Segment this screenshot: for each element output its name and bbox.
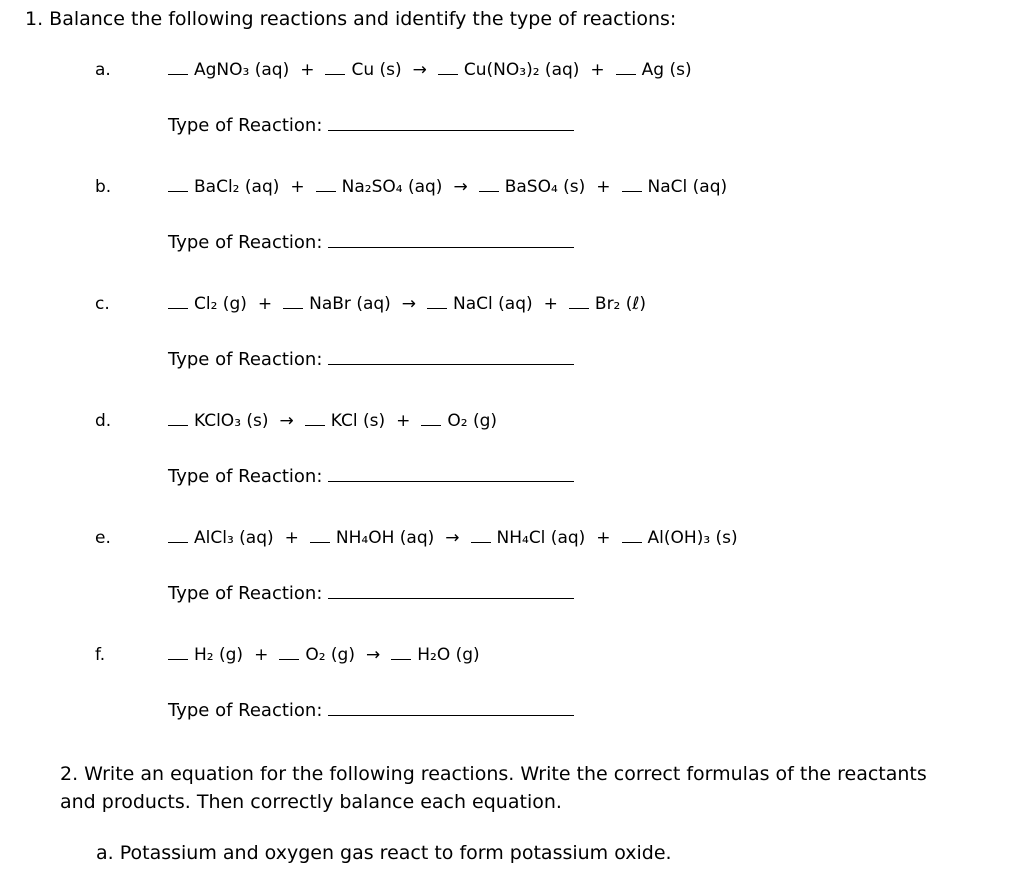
question-2-item-a: a. Potassium and oxygen gas react to form potassium oxide. — [96, 842, 672, 864]
type-of-reaction-label: Type of Reaction: — [168, 115, 323, 136]
equation — [168, 60, 699, 80]
coefficient-blank[interactable] — [438, 60, 458, 75]
coefficient-blank[interactable] — [471, 528, 491, 543]
equation — [168, 411, 504, 431]
plus-sign: + — [257, 294, 273, 314]
type-of-reaction-row — [168, 580, 574, 604]
chemical-term: AgNO₃ (aq) — [194, 60, 290, 80]
plus-sign: + — [590, 60, 605, 80]
reaction-arrow: → — [279, 411, 294, 431]
coefficient-blank[interactable] — [168, 60, 188, 75]
type-of-reaction-row — [168, 697, 574, 721]
coefficient-blank[interactable] — [310, 528, 330, 543]
reaction-letter: b. — [95, 177, 112, 197]
type-of-reaction-blank[interactable] — [328, 580, 574, 599]
coefficient-blank[interactable] — [616, 60, 636, 75]
chemical-term: Na₂SO₄ (aq) — [341, 177, 443, 197]
equation — [168, 294, 653, 314]
type-of-reaction-label: Type of Reaction: — [168, 466, 323, 487]
chemical-term: Ag (s) — [641, 60, 692, 80]
reaction-letter: c. — [95, 294, 110, 314]
type-of-reaction-row — [168, 229, 574, 253]
type-of-reaction-label: Type of Reaction: — [168, 349, 323, 370]
question-1-title: 1. Balance the following reactions and identify the type of reactions: — [25, 8, 677, 30]
type-of-reaction-row — [168, 463, 574, 487]
plus-sign: + — [543, 294, 558, 314]
type-of-reaction-label: Type of Reaction: — [168, 232, 323, 253]
equation — [168, 177, 734, 197]
equation — [168, 528, 745, 548]
type-of-reaction-label: Type of Reaction: — [168, 700, 323, 721]
reaction-arrow: → — [453, 177, 468, 197]
coefficient-blank[interactable] — [283, 294, 303, 309]
chemical-term: NaCl (aq) — [453, 294, 533, 314]
chemical-term: O₂ (g) — [447, 411, 498, 431]
plus-sign: + — [290, 177, 305, 197]
plus-sign: + — [596, 177, 611, 197]
reaction-6 — [0, 645, 1024, 721]
reaction-arrow: → — [365, 645, 381, 665]
chemical-term: NaCl (aq) — [647, 177, 728, 197]
coefficient-blank[interactable] — [168, 294, 188, 309]
type-of-reaction-row — [168, 346, 574, 370]
reaction-arrow: → — [401, 294, 417, 314]
chemical-term: BaSO₄ (s) — [504, 177, 586, 197]
reaction-letter: a. — [95, 60, 111, 80]
coefficient-blank[interactable] — [305, 411, 325, 426]
plus-sign: + — [300, 60, 315, 80]
reaction-2 — [0, 177, 1024, 253]
chemical-term: Cu (s) — [351, 60, 402, 80]
chemical-term: H₂ (g) — [194, 645, 244, 665]
reaction-arrow: → — [445, 528, 460, 548]
chemical-term: Cu(NO₃)₂ (aq) — [463, 60, 580, 80]
type-of-reaction-blank[interactable] — [328, 229, 574, 248]
reaction-arrow: → — [412, 60, 427, 80]
coefficient-blank[interactable] — [168, 645, 188, 660]
plus-sign: + — [396, 411, 411, 431]
type-of-reaction-blank[interactable] — [328, 112, 574, 131]
coefficient-blank[interactable] — [427, 294, 447, 309]
plus-sign: + — [596, 528, 611, 548]
equation — [168, 645, 487, 665]
chemical-term: Al(OH)₃ (s) — [647, 528, 738, 548]
chemical-term: H₂O (g) — [417, 645, 480, 665]
plus-sign: + — [284, 528, 299, 548]
chemical-term: NaBr (aq) — [309, 294, 391, 314]
coefficient-blank[interactable] — [168, 411, 188, 426]
reaction-letter: f. — [95, 645, 106, 665]
reaction-letter: e. — [95, 528, 111, 548]
chemical-term: KCl (s) — [330, 411, 386, 431]
plus-sign: + — [254, 645, 269, 665]
reaction-1 — [0, 60, 1024, 136]
coefficient-blank[interactable] — [479, 177, 499, 192]
coefficient-blank[interactable] — [391, 645, 411, 660]
reaction-4 — [0, 411, 1024, 487]
coefficient-blank[interactable] — [569, 294, 589, 309]
chemical-term: Cl₂ (g) — [194, 294, 247, 314]
coefficient-blank[interactable] — [325, 60, 345, 75]
coefficient-blank[interactable] — [168, 528, 188, 543]
chemical-term: KClO₃ (s) — [194, 411, 269, 431]
type-of-reaction-blank[interactable] — [328, 346, 574, 365]
type-of-reaction-row — [168, 112, 574, 136]
coefficient-blank[interactable] — [622, 177, 642, 192]
reaction-3 — [0, 294, 1024, 370]
coefficient-blank[interactable] — [421, 411, 441, 426]
type-of-reaction-blank[interactable] — [328, 697, 574, 716]
reaction-5 — [0, 528, 1024, 604]
type-of-reaction-blank[interactable] — [328, 463, 574, 482]
chemical-term: O₂ (g) — [305, 645, 355, 665]
chemical-term: AlCl₃ (aq) — [194, 528, 274, 548]
type-of-reaction-label: Type of Reaction: — [168, 583, 323, 604]
coefficient-blank[interactable] — [316, 177, 336, 192]
chemical-term: BaCl₂ (aq) — [194, 177, 280, 197]
question-2-text: 2. Write an equation for the following reactions. Write the correct formulas of the reactants and products. Then correctly balance each equation. — [60, 763, 927, 813]
coefficient-blank[interactable] — [168, 177, 188, 192]
coefficient-blank[interactable] — [279, 645, 299, 660]
chemical-term: Br₂ (ℓ) — [594, 294, 647, 314]
coefficient-blank[interactable] — [622, 528, 642, 543]
chemical-term: NH₄OH (aq) — [335, 528, 435, 548]
reaction-letter: d. — [95, 411, 112, 431]
chemical-term: NH₄Cl (aq) — [496, 528, 586, 548]
